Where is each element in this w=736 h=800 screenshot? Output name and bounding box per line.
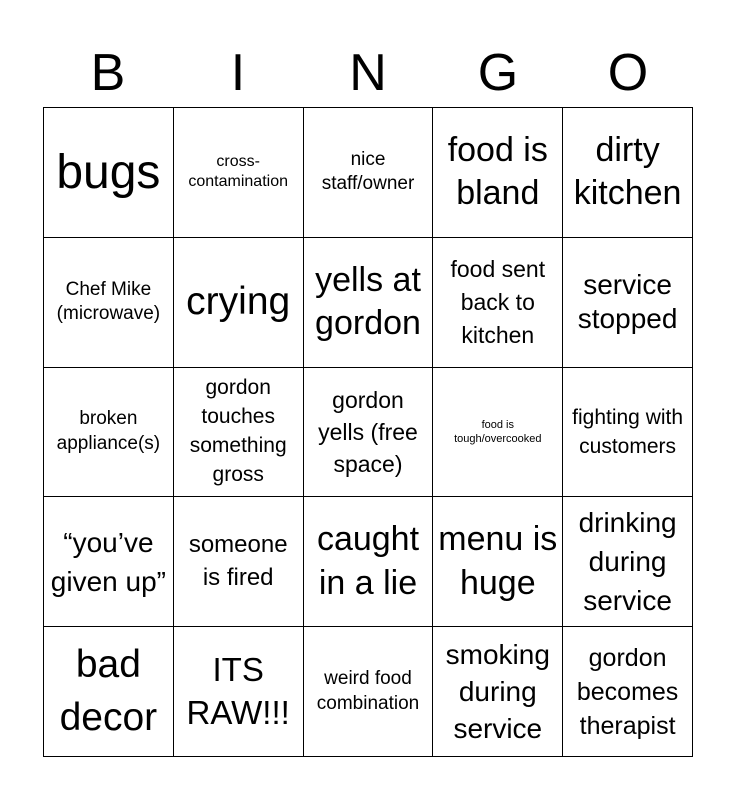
header-letter-n: N <box>349 44 387 102</box>
header-letter-i: I <box>230 44 246 102</box>
cell-text: bugs <box>56 145 161 199</box>
cell-text: ITS RAW!!! <box>186 651 290 731</box>
cell-text: weird food combination <box>316 667 420 714</box>
bingo-cell[interactable] <box>174 368 304 498</box>
bingo-cell[interactable] <box>433 108 563 238</box>
cell-text: Chef Mike (microwave) <box>56 278 161 325</box>
bingo-cell[interactable] <box>44 627 174 757</box>
cell-text: gordon yells (free space) <box>318 386 418 478</box>
cell-text: someone is fired <box>188 531 288 591</box>
bingo-cell[interactable] <box>563 238 693 368</box>
cell-text: gordon touches something gross <box>189 376 287 486</box>
bingo-cell[interactable] <box>433 238 563 368</box>
bingo-cell[interactable] <box>433 627 563 757</box>
bingo-cell[interactable] <box>433 368 563 498</box>
bingo-cell[interactable] <box>174 238 304 368</box>
bingo-cell[interactable] <box>304 108 434 238</box>
bingo-cell[interactable] <box>44 497 174 627</box>
cell-text: dirty kitchen <box>573 130 682 213</box>
cell-text: broken appliance(s) <box>56 408 161 454</box>
cell-text: cross-contamination <box>188 152 288 191</box>
cell-text: drinking during service <box>578 507 677 617</box>
cell-text: smoking during service <box>445 638 550 745</box>
bingo-cell[interactable] <box>44 368 174 498</box>
cell-text: fighting with customers <box>572 405 684 458</box>
cell-text: menu is huge <box>438 520 558 602</box>
bingo-cell[interactable] <box>304 368 434 498</box>
header-letter-b: B <box>90 44 126 102</box>
bingo-cell[interactable] <box>563 627 693 757</box>
cell-text: service stopped <box>577 268 678 335</box>
bingo-cell[interactable] <box>44 238 174 368</box>
cell-text: yells at gordon <box>315 260 421 343</box>
cell-text: “you’ve given up” <box>50 526 166 597</box>
bingo-board <box>43 107 693 757</box>
cell-text: gordon becomes therapist <box>576 643 679 740</box>
bingo-cell[interactable] <box>44 108 174 238</box>
bingo-cell[interactable] <box>304 238 434 368</box>
header-letter-o: O <box>607 44 649 102</box>
bingo-cell[interactable] <box>304 627 434 757</box>
header-letter-g: G <box>477 44 519 102</box>
bingo-cell[interactable] <box>174 497 304 627</box>
cell-text: nice staff/owner <box>321 148 415 195</box>
cell-text: bad decor <box>59 642 158 739</box>
bingo-cell[interactable] <box>563 108 693 238</box>
bingo-cell[interactable] <box>304 497 434 627</box>
cell-text: food is tough/overcooked <box>454 418 542 445</box>
bingo-cell[interactable] <box>174 627 304 757</box>
bingo-cell[interactable] <box>563 368 693 498</box>
bingo-cell[interactable] <box>433 497 563 627</box>
bingo-header <box>43 40 693 106</box>
cell-text: food sent back to kitchen <box>450 256 546 348</box>
bingo-cell[interactable] <box>174 108 304 238</box>
cell-text: crying <box>186 279 291 323</box>
cell-text: caught in a lie <box>316 520 420 602</box>
bingo-cell[interactable] <box>563 497 693 627</box>
cell-text: food is bland <box>447 130 548 213</box>
